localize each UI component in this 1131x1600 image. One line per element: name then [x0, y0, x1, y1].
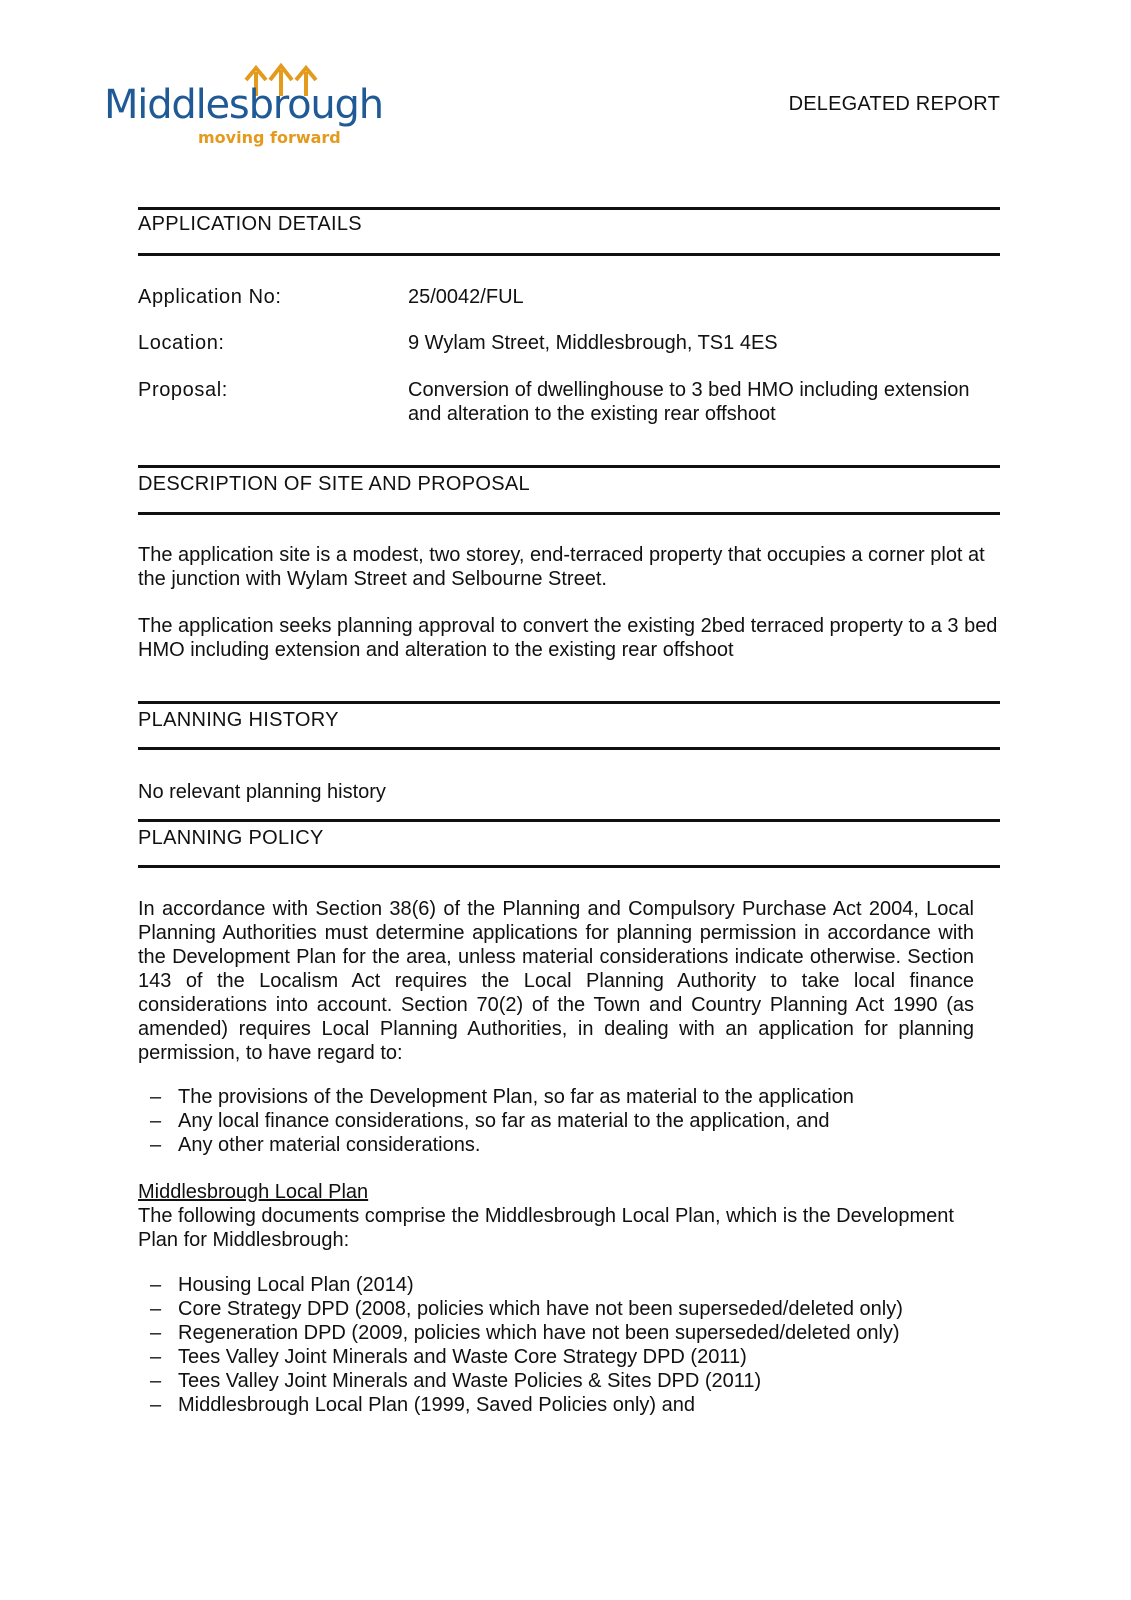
application-no-label: Application No: — [138, 286, 282, 308]
list-item: – Middlesbrough Local Plan (1999, Saved Policies only) and — [150, 1394, 695, 1416]
list-item: – Regeneration DPD (2009, policies which have not been superseded/deleted only) — [150, 1322, 900, 1344]
description-paragraph: The application site is a modest, two storey, end-terraced property that occupies a corner plot at the junction with Wylam Street and Selbourne Street. — [138, 544, 985, 590]
regard-list — [138, 1085, 854, 1157]
list-item: – Any other material considerations. — [150, 1134, 481, 1156]
description-paragraph: The application seeks planning approval to convert the existing 2bed terraced property to a 3 bed HMO including extension and alteration to the existing rear offshoot — [138, 615, 998, 661]
section-rule — [138, 465, 1000, 468]
list-item: – Any local finance considerations, so far as material to the application, and — [150, 1110, 830, 1132]
local-plan-intro: The following documents comprise the Middlesbrough Local Plan, which is the Development Plan for Middlesbrough: — [138, 1205, 954, 1251]
location-value: 9 Wylam Street, Middlesbrough, TS1 4ES — [408, 332, 778, 354]
council-logo — [104, 58, 383, 158]
planning-policy-heading: PLANNING POLICY — [138, 827, 324, 849]
section-rule — [138, 253, 1000, 256]
logo-tagline: moving forward — [198, 128, 341, 147]
location-label: Location: — [138, 332, 225, 354]
logo-wordmark: Middlesbrough — [104, 82, 383, 128]
section-rule — [138, 701, 1000, 704]
list-item: – The provisions of the Development Plan, so far as material to the application — [150, 1086, 854, 1108]
local-plan-documents-list — [138, 1273, 903, 1417]
list-item: – Housing Local Plan (2014) — [150, 1274, 414, 1296]
description-heading: DESCRIPTION OF SITE AND PROPOSAL — [138, 473, 530, 495]
section-rule — [138, 747, 1000, 750]
report-type: DELEGATED REPORT — [788, 93, 1000, 115]
application-details-heading: APPLICATION DETAILS — [138, 213, 362, 235]
local-plan-heading: Middlesbrough Local Plan — [138, 1181, 369, 1203]
section-rule — [138, 512, 1000, 515]
planning-history-heading: PLANNING HISTORY — [138, 709, 339, 731]
section-rule — [138, 207, 1000, 210]
proposal-label: Proposal: — [138, 379, 228, 401]
application-no-value: 25/0042/FUL — [408, 286, 524, 308]
policy-intro-paragraph: In accordance with Section 38(6) of the Planning and Compulsory Purchase Act 2004, Local Planning Authorities must determine applications for planning permission in accordance with the Development Plan for the area, unless material considerations indicate otherwise. Section 143 of the Localism Act requires the Local Planning Authority to take local finance considerations into account. Section 70(2) of the Town and Country Planning Act 1990 (as amended) requires Local Planning Authorities, in dealing with an application for planning permission, to have regard to: — [138, 898, 974, 1064]
list-item: – Tees Valley Joint Minerals and Waste Policies & Sites DPD (2011) — [150, 1370, 762, 1392]
section-rule — [138, 865, 1000, 868]
list-item: – Tees Valley Joint Minerals and Waste Core Strategy DPD (2011) — [150, 1346, 747, 1368]
list-item: – Core Strategy DPD (2008, policies which have not been superseded/deleted only) — [150, 1298, 903, 1320]
planning-history-text: No relevant planning history — [138, 781, 386, 803]
proposal-value: Conversion of dwellinghouse to 3 bed HMO including extension and alteration to the existing rear offshoot — [408, 379, 970, 425]
section-rule — [138, 819, 1000, 822]
